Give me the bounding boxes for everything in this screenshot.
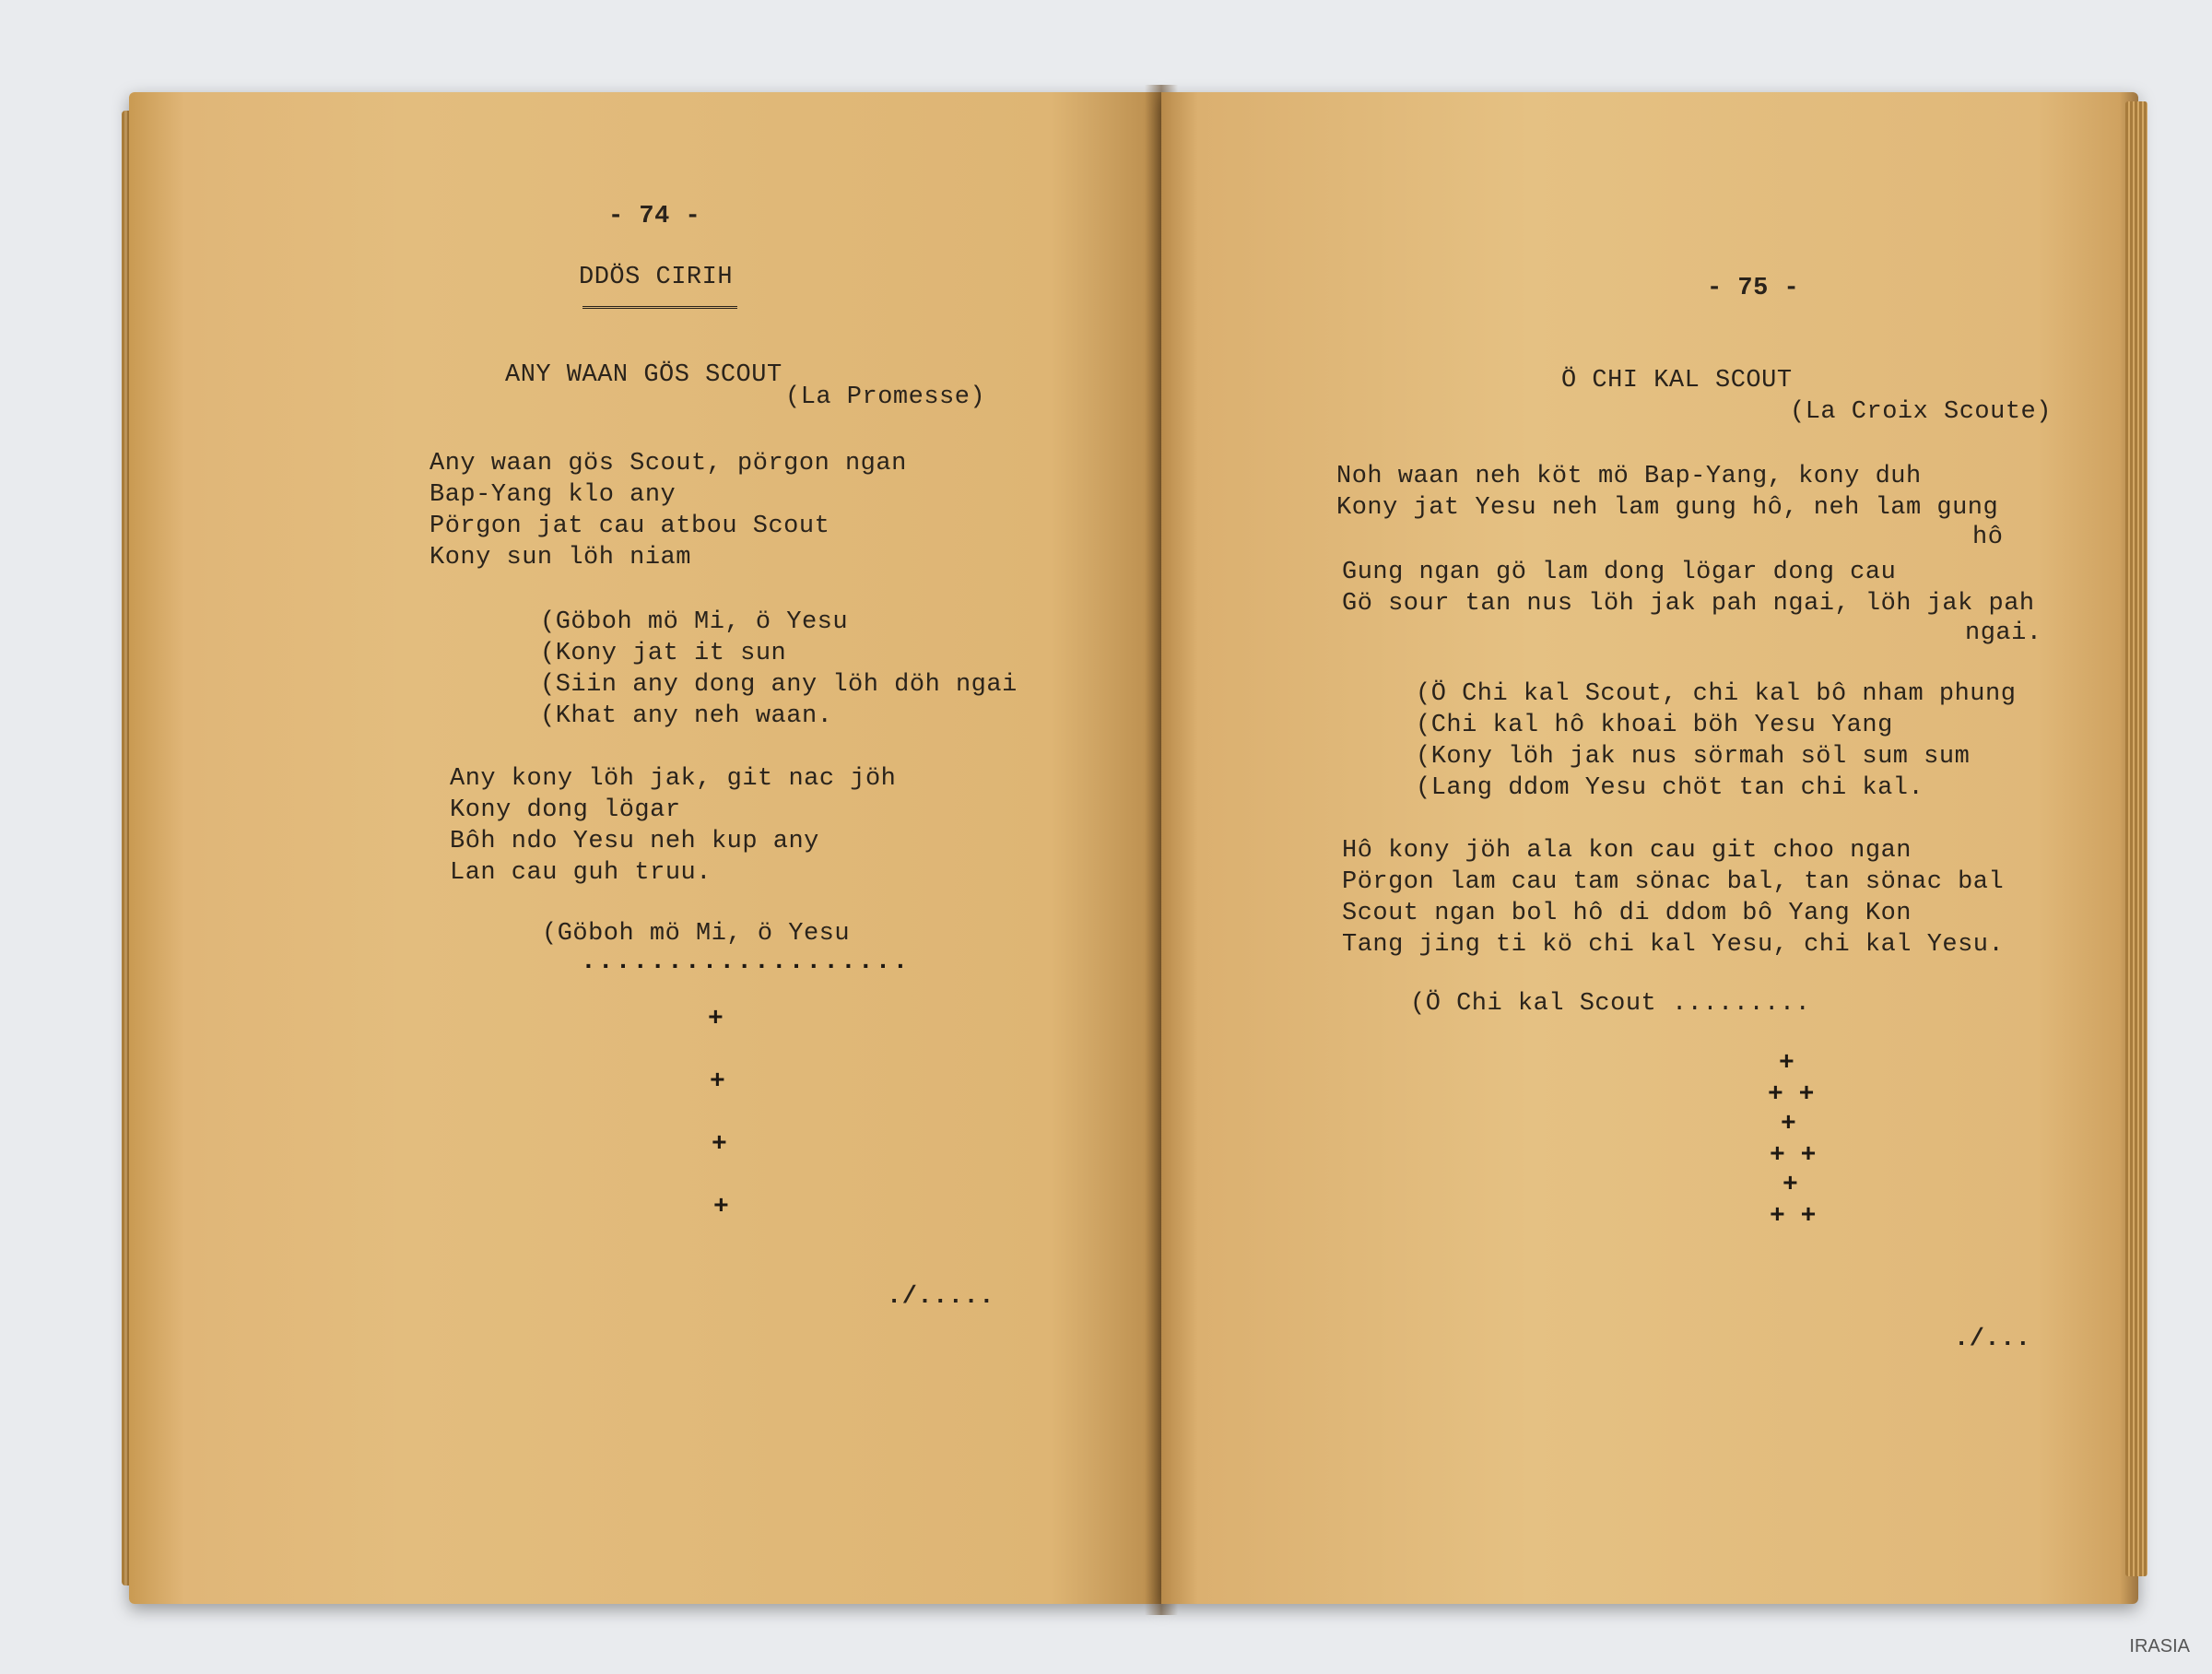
open-book (129, 92, 2147, 1604)
verse-line-wrap: ngai. (1965, 619, 2042, 647)
verse-line: Any kony löh jak, git nac jöh (450, 765, 897, 793)
verse-line: Hô kony jöh ala kon cau git choo ngan (1342, 837, 1912, 865)
verse-line: Tang jing ti kö chi kal Yesu, chi kal Yesu. (1342, 931, 2005, 959)
chorus-repeat: (Göboh mö Mi, ö Yesu (542, 920, 851, 948)
verse-line: Pörgon jat cau atbou Scout (429, 513, 830, 540)
cross-mark: + + (1770, 1202, 1817, 1231)
title-underline (582, 306, 737, 309)
verse-line: Bôh ndo Yesu neh kup any (450, 828, 819, 855)
chorus-line: (Lang ddom Yesu chöt tan chi kal. (1416, 774, 1924, 802)
cross-mark: + (713, 1193, 729, 1221)
song-title: ANY WAAN GÖS SCOUT (505, 361, 782, 389)
chorus-line: (Siin any dong any löh döh ngai (540, 671, 1018, 699)
continuation-mark: ./..... (887, 1283, 994, 1311)
page-number-74: - 74 - (608, 203, 701, 230)
song-title: Ö CHI KAL SCOUT (1561, 367, 1793, 395)
chorus-line: (Chi kal hô khoai böh Yesu Yang (1416, 712, 1893, 739)
continuation-mark: ./... (1954, 1326, 2031, 1353)
cross-mark: + (712, 1130, 727, 1159)
verse-line: Gö sour tan nus löh jak pah ngai, löh jak pah (1342, 590, 2035, 618)
cross-mark: + + (1770, 1141, 1817, 1170)
cross-mark: + (1779, 1049, 1794, 1078)
right-page (1161, 92, 2138, 1604)
watermark: IRASIA (2129, 1636, 2190, 1656)
chorus-line: (Kony jat it sun (540, 640, 787, 667)
song-subtitle: (La Promesse) (785, 383, 986, 411)
verse-line: Kony jat Yesu neh lam gung hô, neh lam gung (1336, 494, 1999, 522)
cross-mark: + (1781, 1110, 1796, 1138)
chorus-line: (Khat any neh waan. (540, 702, 833, 730)
verse-line: Kony sun löh niam (429, 544, 691, 572)
verse-line: Lan cau guh truu. (450, 859, 712, 887)
page-number-75: - 75 - (1707, 275, 1800, 302)
chorus-line: (Göboh mö Mi, ö Yesu (540, 608, 849, 636)
chorus-line: (Ö Chi kal Scout, chi kal bô nham phung (1416, 680, 2017, 708)
verse-line: Scout ngan bol hô di ddom bô Yang Kon (1342, 900, 1912, 927)
cross-mark: + (710, 1067, 725, 1096)
verse-line: Bap-Yang klo any (429, 481, 677, 509)
dot-line: ................... (581, 948, 911, 976)
chorus-repeat: (Ö Chi kal Scout ......... (1410, 990, 1811, 1018)
verse-line: Pörgon lam cau tam sönac bal, tan sönac bal (1342, 868, 2005, 896)
cross-mark: + (1783, 1171, 1798, 1199)
cross-mark: + + (1768, 1080, 1815, 1109)
verse-line: Any waan gös Scout, pörgon ngan (429, 450, 907, 477)
section-title: DDÖS CIRIH (579, 264, 734, 291)
verse-line: Noh waan neh köt mö Bap-Yang, kony duh (1336, 463, 1922, 490)
cross-mark: + (708, 1005, 724, 1033)
verse-line: Gung ngan gö lam dong lögar dong cau (1342, 559, 1897, 586)
song-subtitle: (La Croix Scoute) (1790, 398, 2052, 426)
verse-line: Kony dong lögar (450, 796, 681, 824)
verse-line-wrap: hô (1972, 524, 2004, 551)
page-stack-right (2125, 101, 2147, 1576)
chorus-line: (Kony löh jak nus sörmah söl sum sum (1416, 743, 1971, 771)
left-page (129, 92, 1161, 1604)
